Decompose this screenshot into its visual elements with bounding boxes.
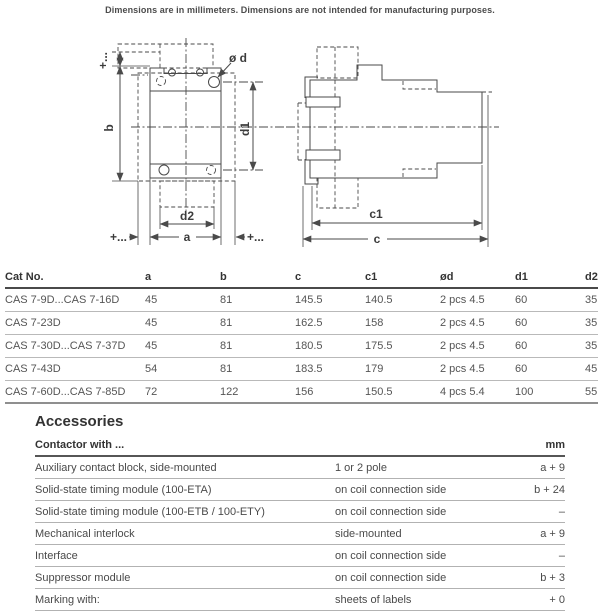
cell-b: 81 (220, 363, 233, 375)
accessories-section (35, 413, 565, 611)
cell-a: 45 (145, 340, 158, 352)
accessory-detail: on coil connection side (335, 571, 447, 584)
accessory-dimension: b + 3 (540, 571, 565, 584)
accessory-name: Mechanical interlock (35, 527, 135, 540)
col-header-c: c (295, 270, 302, 283)
accessory-name: Solid-state timing module (100-ETB / 100-ETY) (35, 505, 265, 518)
accessory-dimension: – (558, 505, 565, 518)
col-header-b: b (220, 270, 227, 283)
accessories-subtitle: Contactor with ... (35, 439, 125, 451)
cell-c: 156 (295, 385, 314, 398)
dim-label-a: a (183, 230, 191, 244)
cell-cat-no: CAS 7-9D...CAS 7-16D (5, 294, 120, 306)
cell-cat-no: CAS 7-60D...CAS 7-85D (5, 385, 126, 398)
accessory-detail: on coil connection side (335, 549, 447, 562)
cell-d1: 60 (515, 317, 528, 329)
accessory-detail: on coil connection side (335, 505, 447, 518)
accessories-header-row (35, 431, 565, 457)
accessory-dimension: a + 9 (540, 461, 565, 474)
side-view-geometry (286, 47, 499, 247)
front-view-drawing (60, 36, 290, 262)
cell-a: 72 (145, 385, 158, 398)
cell-od: 4 pcs 5.4 (440, 385, 485, 398)
cell-b: 81 (220, 340, 233, 352)
dimensions-note: Dimensions are in millimeters. Dimensions are not intended for manufacturing purposes. (105, 5, 495, 15)
accessory-detail: on coil connection side (335, 483, 447, 496)
cell-d1: 60 (515, 363, 528, 375)
dim-label-b: b (102, 124, 116, 132)
accessory-row (35, 523, 565, 545)
cell-od: 2 pcs 4.5 (440, 340, 485, 352)
cell-a: 54 (145, 363, 158, 375)
accessory-name: Interface (35, 549, 78, 562)
accessory-name: Suppressor module (35, 571, 131, 584)
cell-c1: 158 (365, 317, 384, 329)
side-view-drawing (285, 36, 500, 262)
cell-d1: 60 (515, 294, 528, 306)
cell-c1: 179 (365, 363, 384, 375)
cell-od: 2 pcs 4.5 (440, 363, 485, 375)
cell-d2: 35 (585, 294, 598, 306)
cell-cat-no: CAS 7-23D (5, 317, 61, 329)
cell-d1: 100 (515, 385, 534, 398)
table-row (5, 358, 598, 381)
accessory-detail: side-mounted (335, 527, 402, 540)
table-row (5, 381, 598, 404)
accessory-name: Solid-state timing module (100-ETA) (35, 483, 212, 496)
cell-c: 180.5 (295, 340, 323, 352)
accessory-row (35, 479, 565, 501)
cell-a: 45 (145, 294, 158, 306)
table-row (5, 289, 598, 312)
dim-label-c1: c1 (369, 207, 383, 221)
accessory-row (35, 457, 565, 479)
dim-label-c: c (373, 232, 381, 246)
cell-cat-no: CAS 7-30D...CAS 7-37D (5, 340, 126, 352)
accessory-name: Auxiliary contact block, side-mounted (35, 461, 217, 474)
cell-b: 122 (220, 385, 239, 398)
dim-label-plus-right: +... (247, 230, 265, 244)
cell-c1: 140.5 (365, 294, 393, 306)
table-row (5, 335, 598, 358)
cell-b: 81 (220, 317, 233, 329)
col-header-c1: c1 (365, 270, 378, 283)
cell-a: 45 (145, 317, 158, 329)
cell-d2: 55 (585, 385, 598, 398)
col-header-d2: d2 (585, 270, 598, 283)
dim-label-d2: d2 (179, 209, 195, 223)
table-header-row (5, 266, 598, 289)
cell-d1: 60 (515, 340, 528, 352)
cell-d2: 35 (585, 317, 598, 329)
cell-d2: 35 (585, 340, 598, 352)
front-view-geometry (109, 38, 284, 245)
accessory-row (35, 545, 565, 567)
accessories-title: Accessories (35, 413, 124, 430)
table-row (5, 312, 598, 335)
dim-label-plus-top: +... (96, 51, 110, 69)
accessory-row (35, 589, 565, 611)
dim-label-plus-left: +... (109, 230, 127, 244)
dim-label-d1: d1 (238, 121, 252, 137)
accessory-dimension: + 0 (549, 593, 565, 606)
dim-label-dia: ø d (229, 51, 247, 65)
col-header-a: a (145, 270, 152, 283)
cell-c1: 150.5 (365, 385, 393, 398)
cell-c1: 175.5 (365, 340, 393, 352)
col-header-d1: d1 (515, 270, 528, 283)
cell-c: 162.5 (295, 317, 323, 329)
cell-od: 2 pcs 4.5 (440, 294, 485, 306)
cell-od: 2 pcs 4.5 (440, 317, 485, 329)
cell-c: 183.5 (295, 363, 323, 375)
cell-cat-no: CAS 7-43D (5, 363, 61, 375)
col-header-cat-no: Cat No. (5, 270, 44, 283)
accessory-name: Marking with: (35, 593, 100, 606)
cell-c: 145.5 (295, 294, 323, 306)
col-header-od: ød (440, 270, 454, 283)
accessory-row (35, 501, 565, 523)
dimensions-table (5, 266, 598, 404)
accessories-unit-header: mm (545, 439, 565, 451)
accessory-dimension: a + 9 (540, 527, 565, 540)
accessory-dimension: – (558, 549, 565, 562)
accessory-dimension: b + 24 (534, 483, 565, 496)
cell-b: 81 (220, 294, 233, 306)
accessory-detail: sheets of labels (335, 593, 412, 606)
accessory-detail: 1 or 2 pole (335, 461, 387, 474)
accessory-row (35, 567, 565, 589)
cell-d2: 45 (585, 363, 598, 375)
